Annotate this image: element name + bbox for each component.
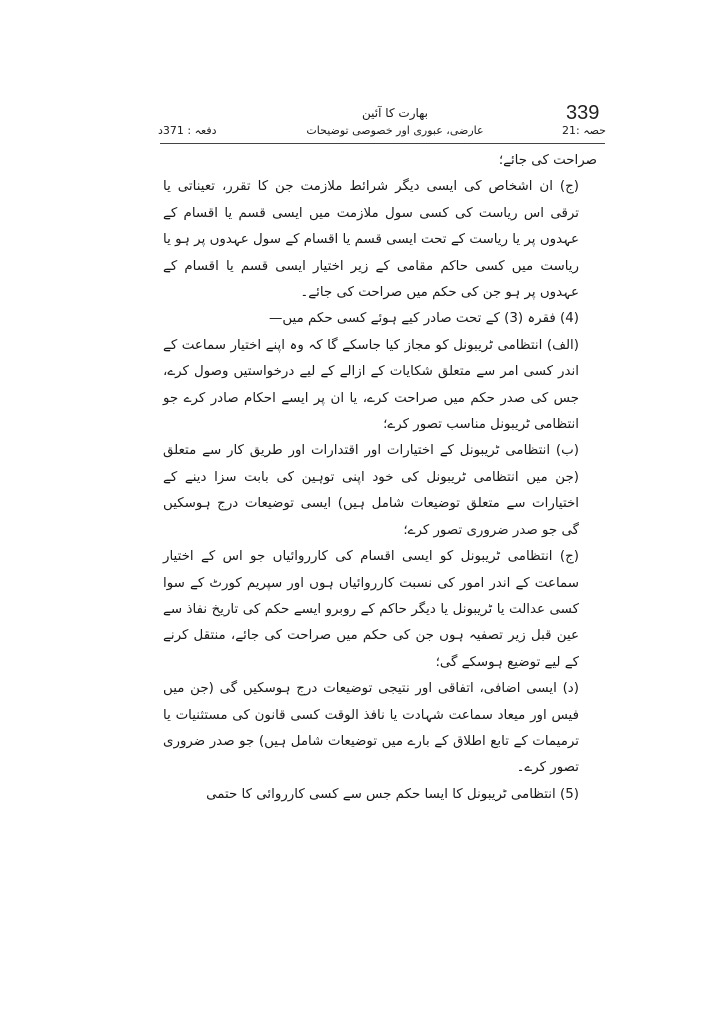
paragraph: (ج) انتظامی ٹریبونل کو ایسی اقسام کی کارروائیاں جو اس کے اختیار سماعت کے اندر امور کی نسبت کارروائیاں ہوں اور سپریم کورٹ کے سوا کسی عدالت یا ٹریبونل یا دیگر حاکم کے روبرو ایسے حکم کی تاریخ نفاذ سے عین قبل زیر تصفیہ ہوں جن کی حکم میں صراحت کی جائے، منتقل کرنے کے لیے توضیع ہوسکے گی؛ [163, 549, 579, 670]
header-part: حصہ :21 [562, 124, 606, 137]
paragraph: (4) فقرہ (3) کے تحت صادر کیے ہوئے کسی حکم میں— [268, 311, 579, 327]
page-number: 339 [566, 102, 600, 124]
paragraph: (ب) انتظامی ٹریبونل کے اختیارات اور اقتدارات اور طریق کار سے متعلق (جن میں انتظامی ٹریبونل کی خود اپنی توہین کی بابت سزا دینے کے اختیارات سے متعلق توضیعات شامل ہیں) ایسی توضیعات درج ہوسکیں گی جو صدر ضروری تصور کرے؛ [163, 443, 579, 538]
header-subtitle: عارضی، عبوری اور خصوصی توضیحات [306, 124, 484, 137]
paragraph: (الف) انتظامی ٹریبونل کو مجاز کیا جاسکے گا کہ وہ اپنے اختیار سماعت کے اندر کسی امر سے متعلق شکایات کے ازالے کے لیے درخواستیں وصول کرے، جس کی صدر حکم میں صراحت کرے، یا ان پر ایسے احکام صادر کرے جو انتظامی ٹریبونل مناسب تصور کرے؛ [163, 337, 579, 433]
header-article: دفعہ : 371د [158, 124, 217, 137]
paragraph: (ج) ان اشخاص کی ایسی دیگر شرائط ملازمت جن کا تقرر، تعیناتی یا ترقی اس ریاست کی کسی سول ملازمت میں ایسی قسم یا اقسام کے عہدوں پر یا ریاست کے تحت ایسی قسم یا اقسام کے سول عہدوں پر ہو یا ریاست میں کسی حاکم مقامی کے زیر اختیار ایسی قسم یا اقسام کے عہدوں پر ہو جن کی حکم میں صراحت کی جائے۔ [163, 179, 579, 301]
paragraph: صراحت کی جائے؛ [498, 153, 597, 168]
page-body [163, 148, 597, 808]
header-title: بھارت کا آئین [361, 106, 429, 120]
paragraph: (5) انتظامی ٹریبونل کا ایسا حکم جس سے کسی کارروائی کا حتمی [206, 786, 579, 802]
paragraph: (د) ایسی اضافی، اتفاقی اور نتیجی توضیعات درج ہوسکیں گی (جن میں فیس اور میعاد سماعت شہادت یا نافذ الوقت کسی قانون کی مستثنیات یا ترمیمات کے تابع اطلاق کے بارے میں توضیعات شامل ہیں) جو صدر ضروری تصور کرے۔ [163, 681, 579, 776]
header-rule [160, 143, 605, 144]
